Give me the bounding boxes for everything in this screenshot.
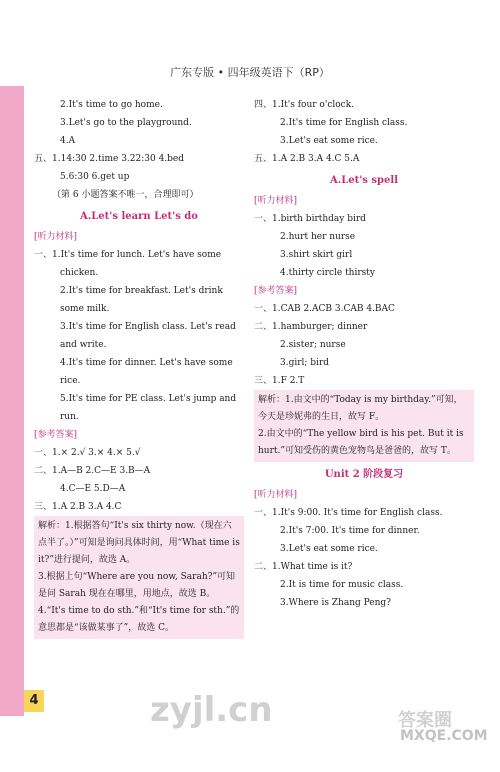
answer-line: run. (60, 412, 79, 422)
answer-line: 三、1.F 2.T (254, 376, 305, 386)
page-edge-bar (0, 86, 24, 716)
answer-line: 一、1.CAB 2.ACB 3.CAB 4.BAC (254, 304, 395, 314)
answer-line: 二、1.A—B 2.C—E 3.B—A (34, 466, 151, 476)
right-explanation (254, 390, 474, 462)
answer-line: 4.A (60, 136, 76, 146)
answer-line: 2.It's 7:00. It's time for dinner. (280, 526, 420, 536)
answer-line: 3.shirt skirt girl (280, 250, 353, 260)
answer-line: 4.thirty circle thirsty (280, 268, 375, 278)
answer-line: rice. (60, 376, 81, 386)
answer-line: 2.hurt her nurse (280, 232, 356, 242)
section-tag: [参考答案] (254, 286, 298, 296)
answer-line: 4.C—E 5.D—A (60, 484, 126, 494)
answer-line: 2.sister; nurse (280, 340, 346, 350)
section-tag: [听力材料] (254, 196, 298, 206)
answer-line: 3.It's time for English class. Let's read (60, 322, 236, 332)
answer-line: chicken. (60, 268, 99, 278)
section-title: A.Let's learn Let's do (80, 211, 198, 222)
answer-line: and write. (60, 340, 107, 350)
answer-line: 5.It's time for PE class. Let's jump and (60, 394, 237, 404)
note-line: 解析：1.根据答句“It's six thirty now.（现在六点半了。）”可知是询问具体时间，用“What time is it?”进行提问，故选 A。 (38, 521, 240, 565)
answer-line: （第 6 小题答案不唯一，合理即可） (52, 190, 199, 200)
note-line: 4.“It's time to do sth.”和“It's time for sth.”的意思都是“该做某事了”，故选 C。 (38, 606, 240, 633)
answer-line: 3.girl; bird (280, 358, 330, 368)
section-title: Unit 2 阶段复习 (324, 469, 404, 480)
answer-line: 2.It is time for music class. (280, 580, 404, 590)
answer-line: 3.Let's eat some rice. (280, 136, 378, 146)
watermark-logo: zyjl.cn (150, 690, 273, 730)
answer-line: 3.Where is Zhang Peng? (280, 598, 392, 608)
answer-line: 2.It's time for English class. (280, 118, 408, 128)
section-tag: [听力材料] (34, 232, 78, 242)
watermark-site: MXQE.COM (400, 728, 488, 744)
answer-line: 3.Let's go to the playground. (60, 118, 192, 128)
section-tag: [听力材料] (254, 490, 298, 500)
note-line: 3.根据上句“Where are you now, Sarah?”可知是问 Sarah 现在在哪里，用地点，故选 B。 (38, 572, 236, 599)
note-line: 解析：1.由文中的“Today is my birthday.”可知，今天是珍妮弗的生日，故写 F。 (258, 395, 463, 422)
answer-line: 一、1.It's time for lunch. Let's have some (34, 250, 222, 260)
section-title: A.Let's spell (329, 175, 398, 186)
answer-line: 3.Let's eat some rice. (280, 544, 378, 554)
watermark-answer: 答案圈 (398, 710, 452, 731)
answer-line: 2.It's time for breakfast. Let's drink (60, 286, 223, 296)
answer-line: 五、1.A 2.B 3.A 4.C 5.A (254, 154, 360, 164)
left-explanation (34, 516, 244, 639)
note-line: 2.由文中的“The yellow bird is his pet. But it is hurt.”可知受伤的黄色宠物鸟是爸爸的，故写 T。 (258, 429, 464, 456)
answer-line: 二、1.hamburger; dinner (254, 322, 368, 332)
answer-line: 五、1.14:30 2.time 3.22:30 4.bed (34, 154, 185, 164)
answer-line: 一、1.birth birthday bird (254, 214, 366, 224)
answer-line: 二、1.What time is it? (254, 562, 353, 572)
answer-line: 2.It's time to go home. (60, 100, 163, 110)
answer-line: 四、1.It's four o'clock. (254, 100, 355, 110)
answer-line: 5.6:30 6.get up (60, 172, 130, 182)
answer-line: some milk. (60, 304, 110, 314)
page-number: 4 (24, 690, 44, 712)
answer-line: 一、1.It's 9:00. It's time for English class. (254, 508, 443, 518)
page-header: 广东专版 • 四年级英语下（RP） (170, 66, 330, 79)
answer-line: 4.It's time for dinner. Let's have some (60, 358, 233, 368)
section-tag: [参考答案] (34, 430, 78, 440)
answer-line: 三、1.A 2.B 3.A 4.C (34, 502, 122, 512)
right-column (254, 96, 474, 612)
answer-line: 一、1.× 2.√ 3.× 4.× 5.√ (34, 448, 141, 458)
left-column (34, 96, 244, 639)
